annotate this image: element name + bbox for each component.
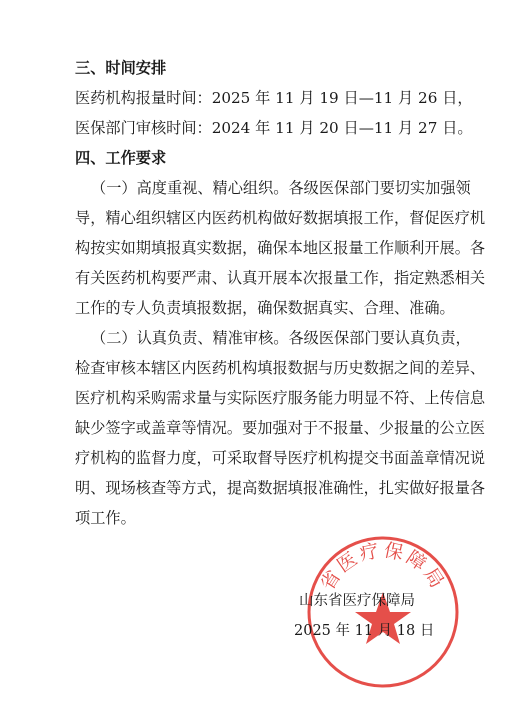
para-1-line-2: 导，精心组织辖区内医药机构做好数据填报工作，督促医疗机 [75,209,486,227]
schedule-line-2: 医保部门审核时间：2024 年 11 月 20 日—11 月 27 日。 [75,119,473,137]
section-3-title: 三、时间安排 [75,59,167,77]
para-2-line-5: 疗机构的监督力度，可采取督导医疗机构提交书面盖章情况说 [75,449,486,467]
para-1-line-5: 工作的专人负责填报数据，确保数据真实、合理、准确。 [75,299,455,317]
para-1-line-3: 构按实如期填报真实数据，确保本地区报量工作顺利开展。各 [75,239,486,257]
para-2-line-1: （二）认真负责、精准审核。各级医保部门要认真负责， [91,329,471,347]
para-1-line-1: （一）高度重视、精心组织。各级医保部门要切实加强领 [91,179,471,197]
para-2-line-7: 项工作。 [75,509,136,527]
para-2-line-4: 缺少签字或盖章等情况。要加强对于不报量、少报量的公立医 [75,419,486,437]
para-2-line-2: 检查审核本辖区内医药机构填报数据与历史数据之间的差异、 [75,359,486,377]
para-2-line-6: 明、现场核查等方式，提高数据填报准确性，扎实做好报量各 [75,479,486,497]
svg-text:省医疗保障局: 省医疗保障局 [316,539,450,595]
section-4-title: 四、工作要求 [75,149,167,167]
schedule-line-1: 医药机构报量时间：2025 年 11 月 19 日—11 月 26 日， [75,89,473,107]
signature-org: 山东省医疗保障局 [299,593,415,609]
para-1-line-4: 有关医药机构要严肃、认真开展本次报量工作，指定熟悉相关 [75,269,486,287]
para-2-line-3: 医疗机构采购需求量与实际医疗服务能力明显不符、上传信息 [75,389,486,407]
signature-date: 2025 年 11 月 18 日 [294,623,435,639]
